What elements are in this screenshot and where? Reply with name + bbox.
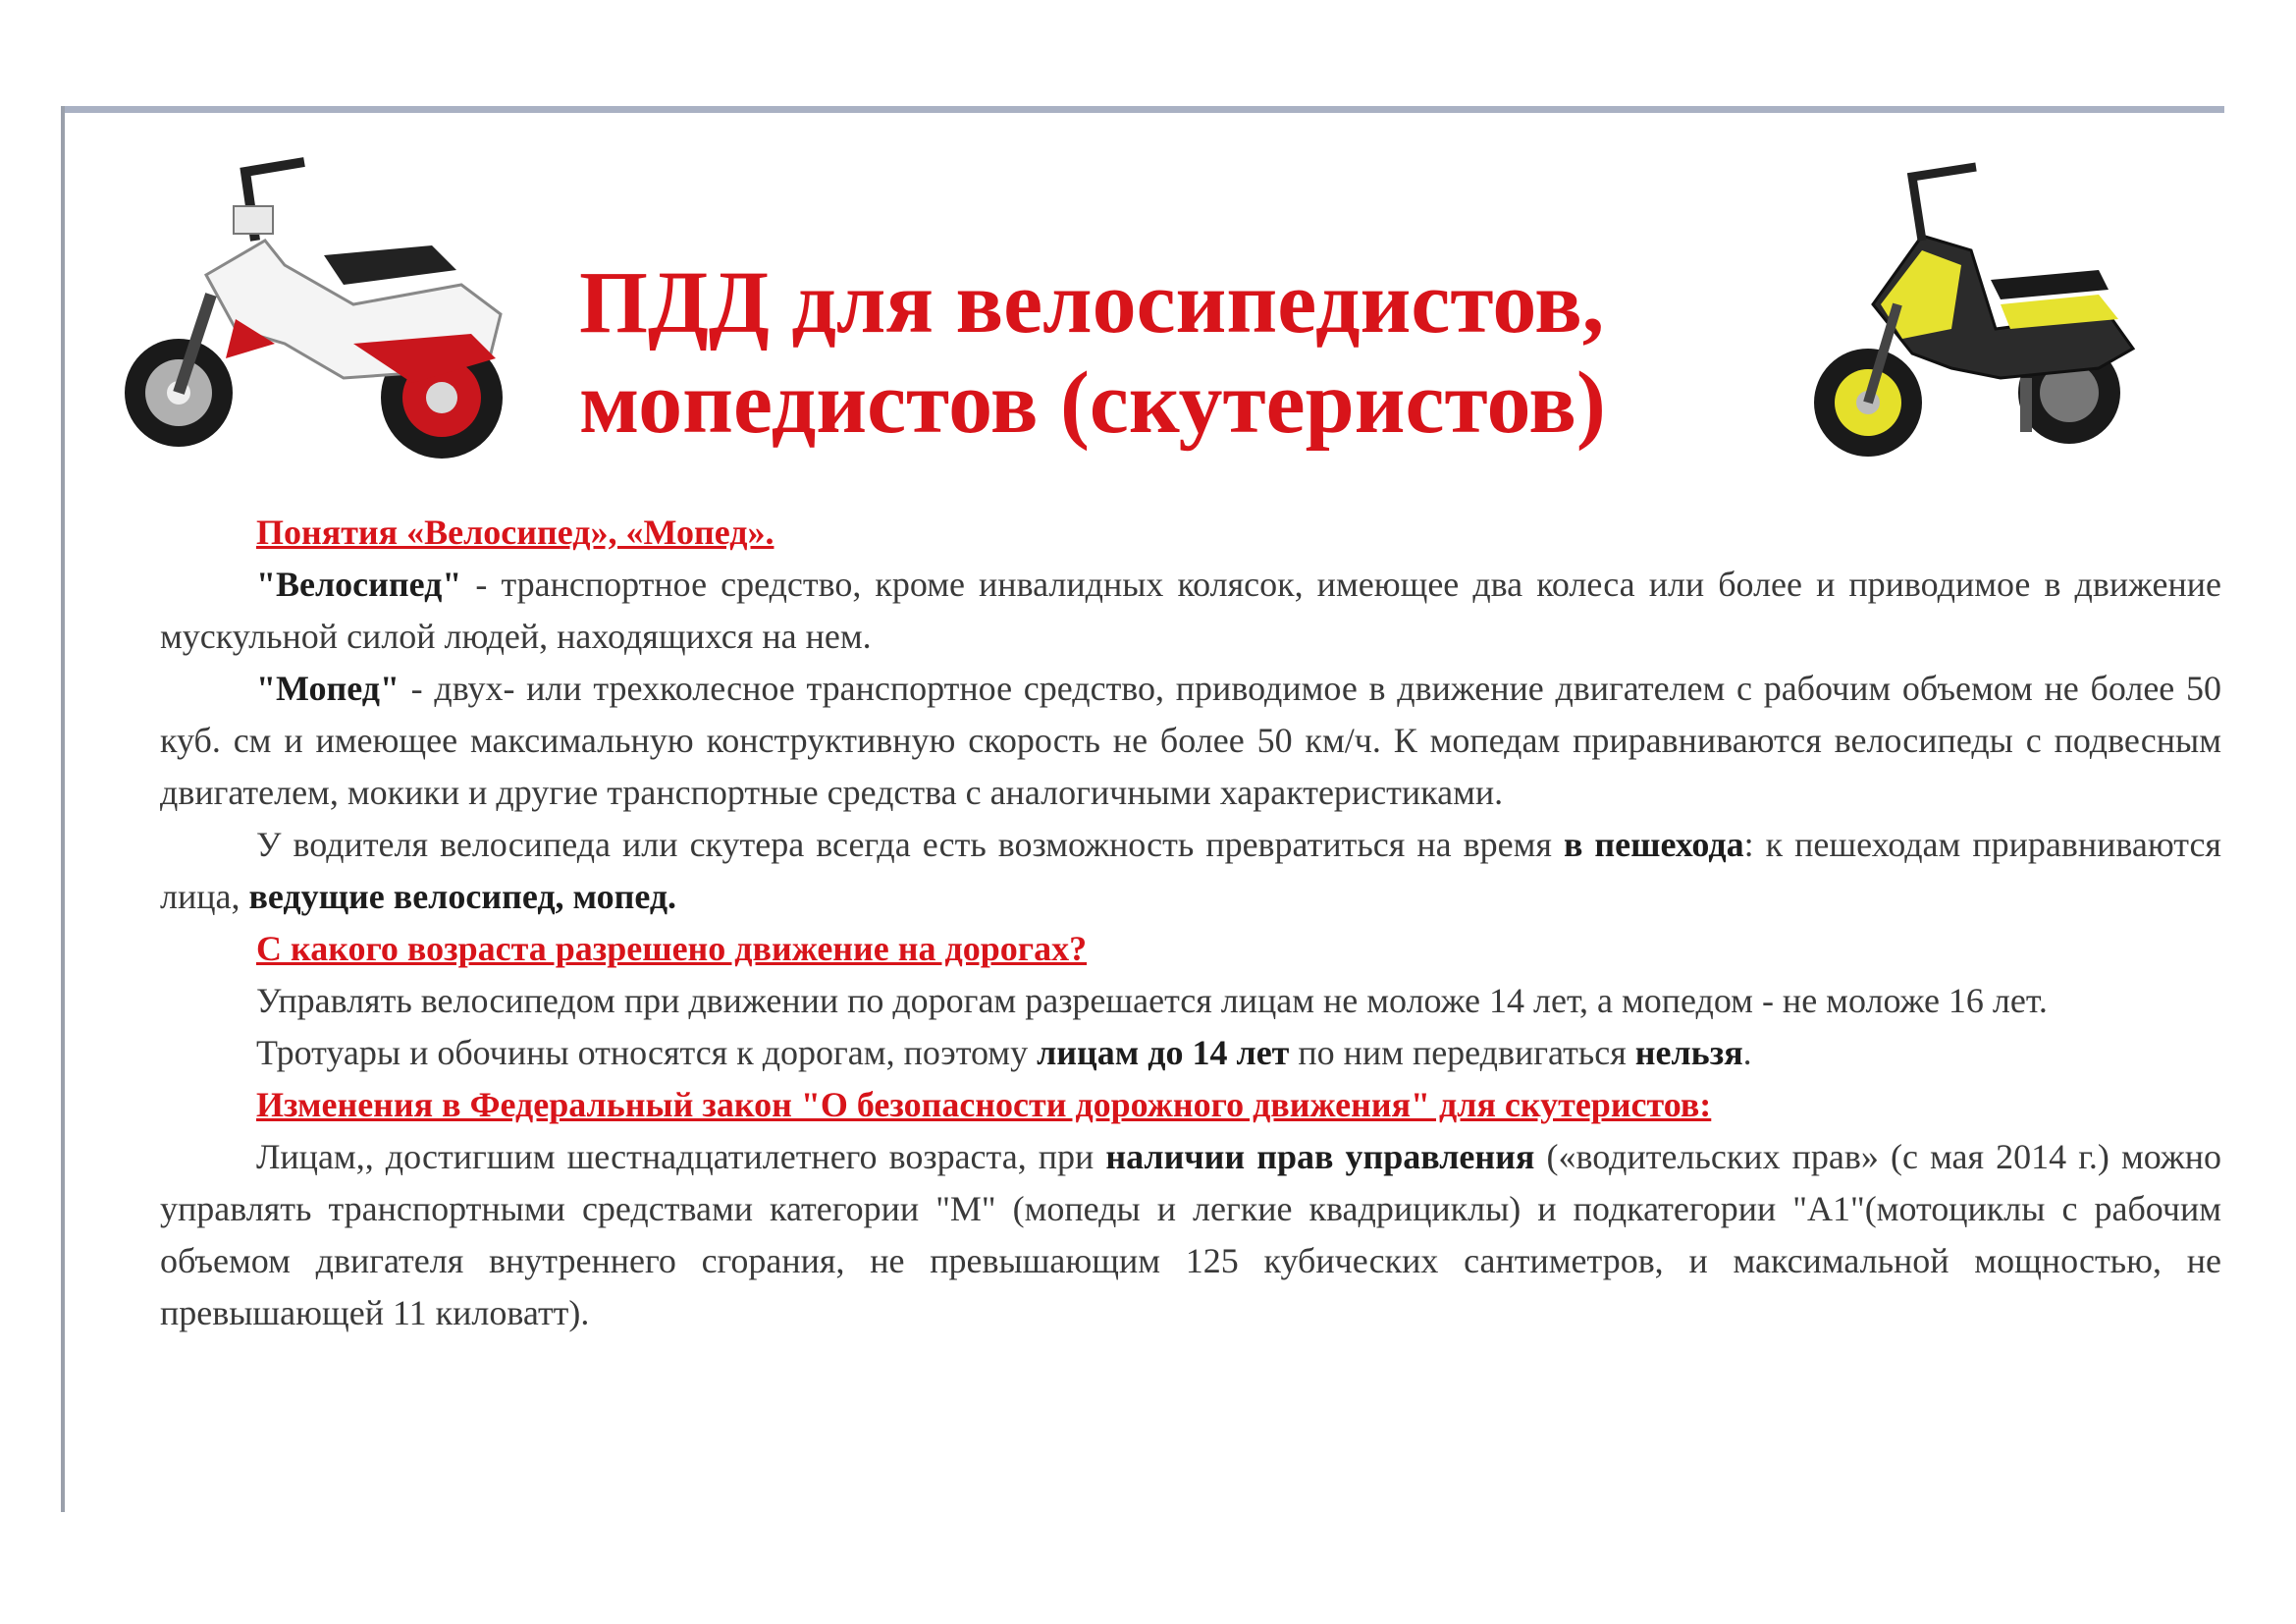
pedestrian-bold-2: ведущие велосипед, мопед. bbox=[248, 877, 677, 916]
moped-definition bbox=[160, 663, 2221, 819]
page-title bbox=[579, 253, 1747, 453]
scooter-right-drawing bbox=[1804, 157, 2158, 481]
age-paragraph: Управлять велосипедом при движении по дорогам разрешается лицам не моложе 14 лет, а мопедом - не моложе 16 лет. bbox=[256, 981, 2048, 1020]
age-heading: С какого возраста разрешено движение на дорогах? bbox=[256, 929, 1088, 968]
sidewalk-text-1: Тротуары и обочины относятся к дорогам, поэтому bbox=[256, 1033, 1038, 1072]
bicycle-term: "Велосипед" bbox=[256, 565, 462, 604]
sidewalk-bold-1: лицам до 14 лет bbox=[1037, 1033, 1290, 1072]
frame-top-border bbox=[61, 106, 2224, 113]
law-heading: Изменения в Федеральный закон "О безопасности дорожного движения" для скутеристов: bbox=[256, 1085, 1712, 1124]
bicycle-definition bbox=[160, 559, 2221, 663]
title-line-2: мопедистов (скутеристов) bbox=[579, 353, 1606, 452]
frame-left-border bbox=[61, 106, 65, 1512]
pedestrian-text-1: У водителя велосипеда или скутера всегда есть возможность превратиться на время bbox=[256, 825, 1564, 864]
pedestrian-text-2: : к пешеходам приравниваются лица, bbox=[160, 825, 2221, 916]
title-line-1: ПДД для велосипедистов, bbox=[579, 254, 1605, 352]
pedestrian-bold-1: в пешехода bbox=[1563, 825, 1744, 864]
white-red-scooter-image bbox=[118, 147, 530, 471]
law-text-2: («водительских прав» (с мая 2014 г.) можно управлять транспортными средствами категории "М" (мопеды и легкие квадрициклы) и подкатегории "А1"(мотоциклы с рабочим объемом двигателя внутреннего сгорания, не превышающим 125 кубических сантиметров, и максимальной мощностью, не превышающей 11 киловатт). bbox=[160, 1137, 2222, 1332]
document-body bbox=[160, 507, 2221, 1339]
yellow-black-scooter-image bbox=[1804, 157, 2158, 481]
scooter-left-drawing bbox=[118, 147, 530, 471]
law-text-1: Лицам,, достигшим шестнадцатилетнего возраста, при bbox=[256, 1137, 1106, 1176]
concepts-heading: Понятия «Велосипед», «Мопед». bbox=[256, 513, 774, 552]
sidewalk-bold-2: нельзя bbox=[1634, 1033, 1743, 1072]
pedestrian-paragraph bbox=[160, 819, 2221, 923]
bicycle-def-text: - транспортное средство, кроме инвалидных колясок, имеющее два колеса или более и приводимое в движение мускульной силой людей, находящихся на нем. bbox=[160, 565, 2221, 656]
sidewalk-text-3: . bbox=[1742, 1033, 1752, 1072]
law-bold: наличии прав управления bbox=[1105, 1137, 1535, 1176]
sidewalk-text-2: по ним передвигаться bbox=[1289, 1033, 1635, 1072]
moped-def-text: - двух- или трехколесное транспортное средство, приводимое в движение двигателем с рабочим объемом не более 50 куб. см и имеющее максимальную конструктивную скорость не более 50 км/ч. К мопедам приравниваются велосипеды с подвесным двигателем, мокики и другие транспортные средства с аналогичными характеристиками. bbox=[160, 669, 2221, 812]
law-paragraph bbox=[160, 1131, 2221, 1339]
sidewalk-paragraph bbox=[160, 1027, 2221, 1079]
moped-term: "Мопед" bbox=[256, 669, 400, 708]
